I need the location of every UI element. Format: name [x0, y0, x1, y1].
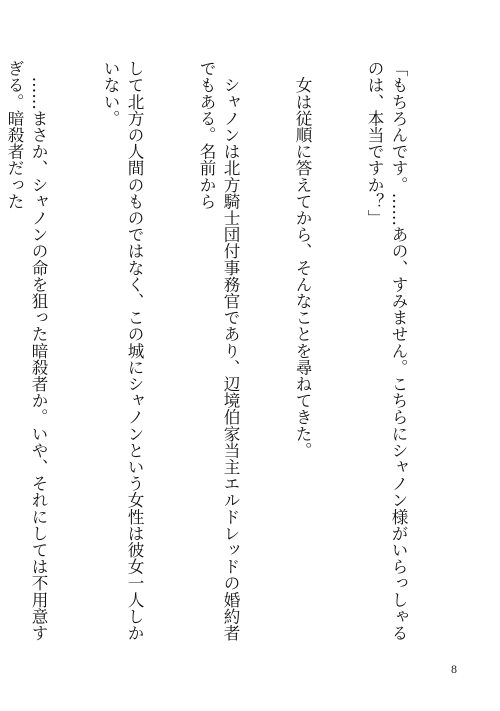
page-number: 8	[451, 662, 457, 676]
text-line: 女は従順に答えてから、そんなことを尋ねてきた。	[293, 60, 312, 459]
vertical-body-text	[0, 60, 458, 650]
text-line: して北方の人間のものではなく、この城にシャノンという女性は彼女一人しかいない。	[101, 60, 144, 641]
text-line: 「もちろんです。……あの、すみません。こちらにシャノン様がいらっしゃるのは、本当ですか？」	[365, 60, 408, 641]
text-line: ……まさか、シャノンの命を狙った暗殺者か。いや、それにしては不用意すぎる。暗殺者だった	[5, 60, 48, 641]
text-line: シャノンは北方騎士団付事務官であり、辺境伯家当主エルドレッドの婚約者でもある。名前から	[197, 60, 240, 641]
